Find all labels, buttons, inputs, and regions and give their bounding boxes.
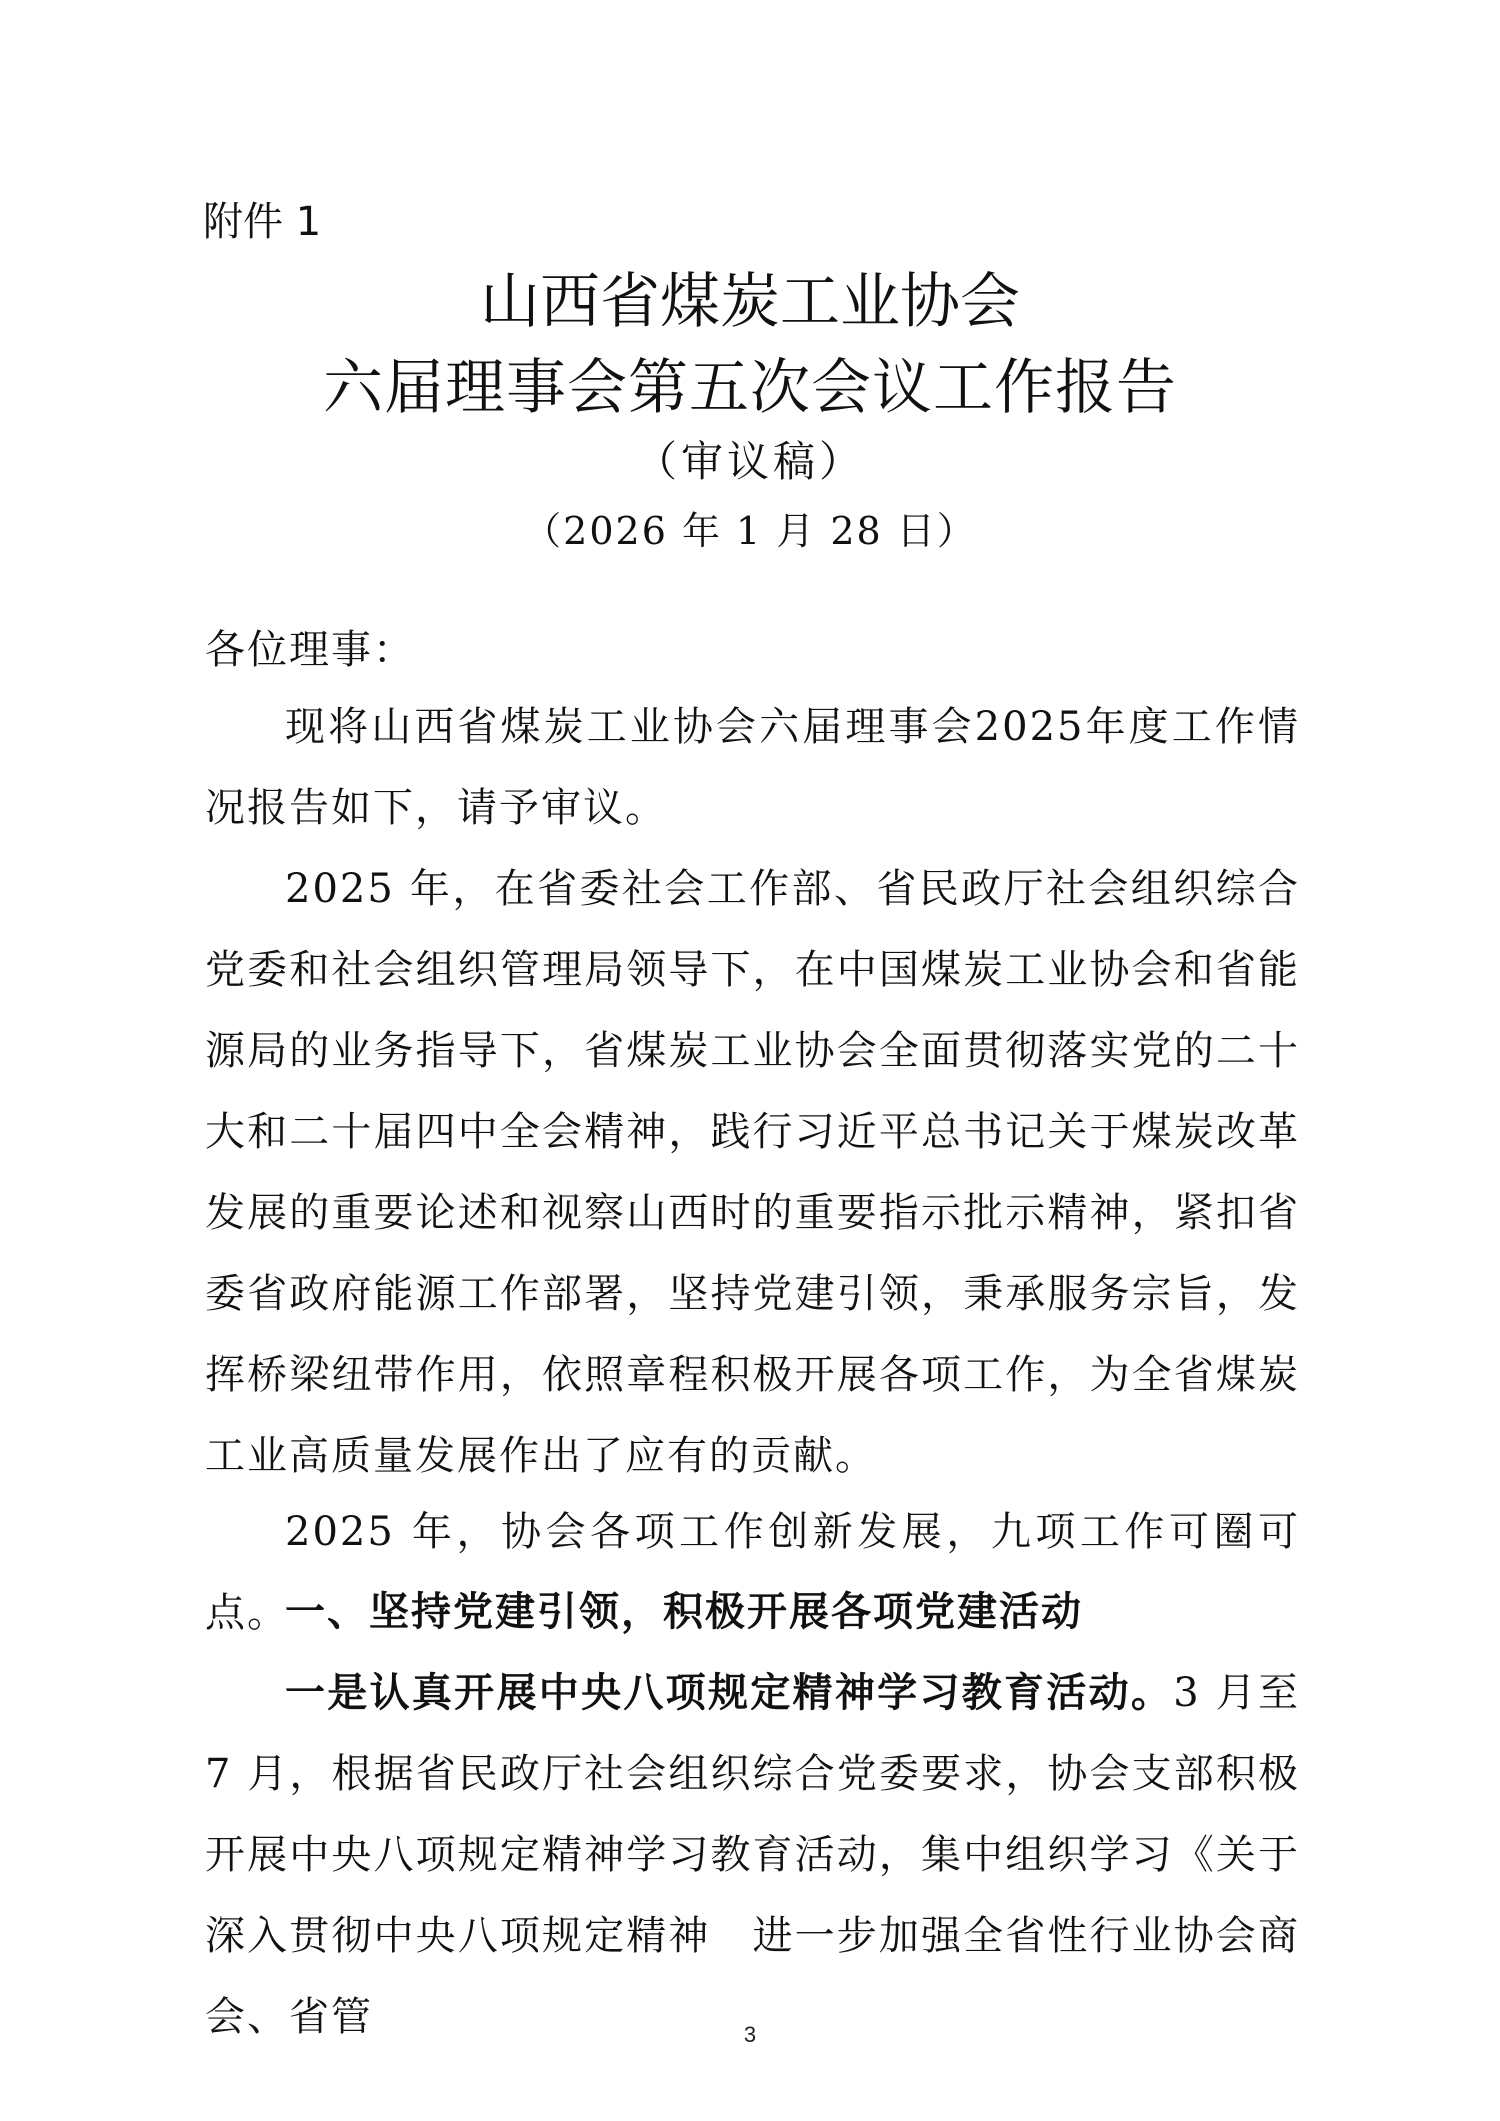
bold-lead-text: 一是认真开展中央八项规定精神学习教育活动。 (285, 1670, 1174, 1716)
background-paragraph: 2025 年，在省委社会工作部、省民政厅社会组织综合党委和社会组织管理局领导下，在中国煤炭工业协会和省能源局的业务指导下，省煤炭工业协会全面贯彻落实党的二十大和二十届四中全会精神，践行习近平总书记关于煤炭改革发展的重要论述和视察山西时的重要指示批示精神，紧扣省委省政府能源工作部署，坚持党建引领，秉承服务宗旨，发挥桥梁纽带作用，依照章程积极开展各项工作，为全省煤炭工业高质量发展作出了应有的贡献。 (205, 866, 1300, 1479)
section-body-text: 3 月至 7 月，根据省民政厅社会组织综合党委要求，协会支部积极开展中央八项规定精神学习教育活动，集中组织学习《关于深入贯彻中央八项规定精神 进一步加强全省性行业协会商会、省管 (205, 1670, 1300, 2040)
document-title-line2: 六届理事会第五次会议工作报告 (323, 353, 1177, 423)
section-heading: 一、坚持党建引领，积极开展各项党建活动 (285, 1589, 1083, 1635)
page-number: 3 (743, 2022, 757, 2047)
section-first-paragraph (205, 1653, 1300, 2058)
summary-paragraph: 2025 年，协会各项工作创新发展，九项工作可圈可点。 (205, 1509, 1300, 1636)
report-date: （2026 年 1 月 28 日） (523, 509, 977, 553)
document-title-line1: 山西省煤炭工业协会 (480, 267, 1020, 337)
draft-subtitle: （审议稿） (634, 437, 865, 486)
attachment-label: 附件 1 (203, 199, 322, 245)
salutation: 各位理事： (205, 627, 415, 673)
intro-paragraph: 现将山西省煤炭工业协会六届理事会2025年度工作情况报告如下，请予审议。 (205, 704, 1300, 831)
